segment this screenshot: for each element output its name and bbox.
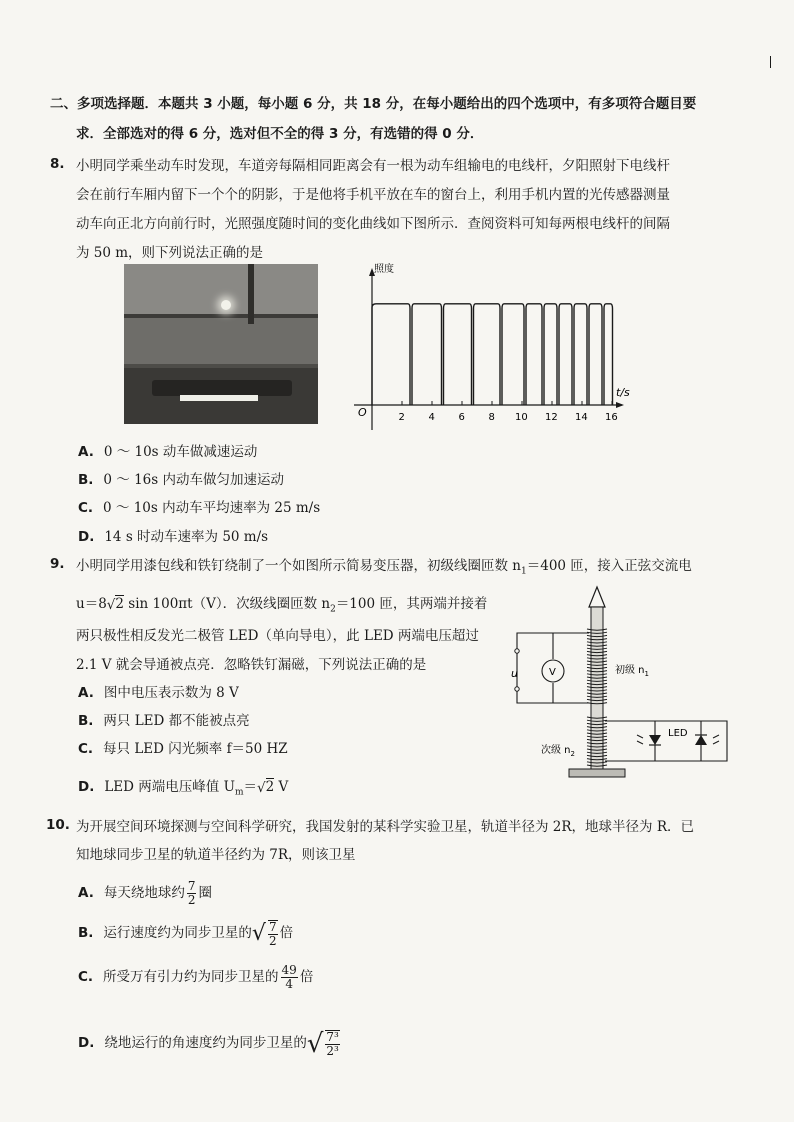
question-9-line2: u＝8√2 sin 100πt（V）．次级线圈匝数 $n_2=100$ 匝，其两端并接着: [76, 596, 488, 615]
option-text: 两只 LED 都不能被点亮: [103, 713, 250, 729]
option-text: 图中电压表示数为 8 V: [103, 685, 239, 701]
q9-option-d[interactable]: D. LED 两端电压峰值 $U_m=√2$ V: [78, 779, 289, 798]
q10-option-b[interactable]: B. 运行速度约为同步卫星的√ $\frac{7}{2}$ 倍: [78, 919, 294, 948]
terminal-top: [515, 649, 519, 653]
fraction: $\frac{7}{2}$: [268, 919, 277, 948]
option-text: 每只 LED 闪光频率 f＝50 HZ: [103, 741, 288, 757]
question-9-line1: 小明同学用漆包线和铁钉绕制了一个如图所示简易变压器，初级线圈匝数 $n_1=400$ 匝，接入正弦交流电: [76, 558, 692, 577]
edge-mark: [770, 56, 771, 68]
sqrt-symbol: √: [306, 1028, 324, 1059]
q8-option-d[interactable]: [78, 527, 268, 547]
chart-origin-label: O: [358, 406, 367, 419]
chart-xlabel: t/s: [616, 386, 630, 399]
chart-x-tick-label: 6: [458, 412, 465, 423]
nail-tip: [589, 587, 605, 607]
q8-option-a[interactable]: [78, 442, 257, 462]
q10-option-d[interactable]: D. 绕地运行的角速度约为同步卫星的√ $\frac{\text{7³}}{\text{2³}}$: [78, 1028, 339, 1059]
option-text: 0 ～ 16s 内动车做匀加速运动: [103, 472, 284, 488]
option-label: B.: [78, 713, 94, 729]
q9-option-b[interactable]: [78, 711, 250, 731]
option-label: A.: [78, 885, 94, 901]
question-9-line4: 2.1 V 就会导通被点亮．忽略铁钉漏磁，下列说法正确的是: [76, 657, 427, 673]
sqrt-symbol: √: [106, 596, 116, 613]
sqrt-symbol: √: [257, 779, 266, 796]
option-label: C.: [78, 741, 94, 757]
chart-x-tick-label: 12: [545, 412, 558, 423]
led-label: LED: [668, 728, 688, 739]
section-header-line1: 二、多项选择题．本题共 3 小题，每小题 6 分，共 18 分，在每小题给出的四个选项中，有多项符合题目要: [50, 96, 697, 112]
u-label: u: [511, 667, 518, 680]
question-9-number: 9.: [50, 556, 65, 572]
chart-x-tick-label: 16: [605, 412, 618, 423]
option-label: C.: [78, 500, 94, 516]
secondary-label: 次级 $n_2$: [541, 745, 575, 758]
question-10-line2: 知地球同步卫星的轨道半径约为 7R，则该卫星: [76, 847, 356, 863]
option-label: A.: [78, 444, 94, 460]
transformer-diagram: [505, 585, 735, 790]
chart-x-tick-label: 14: [575, 412, 588, 423]
question-8-line4: 为 50 m，则下列说法正确的是: [76, 245, 264, 261]
terminal-bottom: [515, 687, 519, 691]
question-9-line3: 两只极性相反发光二极管 LED（单向导电），此 LED 两端电压超过: [76, 628, 479, 644]
led-2: [695, 735, 707, 745]
option-text: 0 ～ 10s 内动车平均速率为 25 m/s: [103, 500, 321, 516]
q10-option-c[interactable]: C. 所受万有引力约为同步卫星的 $\frac{49}{4}$ 倍: [78, 963, 314, 991]
sqrt-symbol: √: [251, 920, 266, 946]
option-label: D.: [78, 529, 95, 545]
q8-option-b[interactable]: [78, 470, 284, 490]
question-8-line1: 小明同学乘坐动车时发现，车道旁每隔相同距离会有一根为动车组输电的电线杆，夕阳照射下电线杆: [76, 158, 670, 174]
q9-option-c[interactable]: [78, 739, 288, 759]
chart-x-tick-label: 8: [488, 412, 495, 423]
option-label: D.: [78, 1035, 95, 1051]
train-window-photo: [124, 264, 318, 424]
question-10-line1: 为开展空间环境探测与空间科学研究，我国发射的某科学实验卫星，轨道半径为 2R，地球半径为 R．已: [76, 819, 694, 835]
chart-ylabel: 照度: [374, 264, 394, 275]
q9-option-a[interactable]: [78, 683, 239, 703]
fraction: $\frac{\text{7³}}{\text{2³}}$: [326, 1029, 339, 1058]
q8-option-c[interactable]: [78, 498, 320, 518]
chart-x-tick-label: 2: [398, 412, 405, 423]
fraction: $\frac{7}{2}$: [187, 879, 196, 907]
section-header-line2: 求．全部选对的得 6 分，选对但不全的得 3 分，有选错的得 0 分．: [76, 126, 484, 142]
led-1: [649, 735, 661, 745]
option-text: 0 ～ 10s 动车做减速运动: [103, 444, 258, 460]
voltmeter-label: V: [549, 667, 556, 678]
chart-x-tick-label: 10: [515, 412, 528, 423]
chart-x-tick-label: 4: [428, 412, 435, 423]
option-label: C.: [78, 969, 94, 985]
question-8-line3: 动车向正北方向前行时，光照强度随时间的变化曲线如下图所示．查阅资料可知每两根电线杆的间隔: [76, 216, 670, 232]
option-label: B.: [78, 925, 94, 941]
nail-head: [569, 769, 625, 777]
option-label: A.: [78, 685, 94, 701]
option-text: 14 s 时动车速率为 50 m/s: [104, 529, 269, 545]
option-label: B.: [78, 472, 94, 488]
primary-label: 初级 $n_1$: [615, 665, 649, 678]
question-8-number: 8.: [50, 156, 65, 172]
fraction: $\frac{49}{4}$: [281, 963, 297, 991]
question-10-number: 10.: [46, 817, 70, 833]
q10-option-a[interactable]: A. 每天绕地球约 $\frac{7}{2}$ 圈: [78, 879, 212, 907]
illuminance-chart: [340, 260, 630, 435]
option-label: D.: [78, 779, 95, 795]
chart-x-arrow: [616, 402, 624, 408]
question-8-line2: 会在前行车厢内留下一个个的阴影，于是他将手机平放在车的窗台上，利用手机内置的光传感器测量: [76, 187, 670, 203]
illuminance-curve: [372, 304, 613, 405]
